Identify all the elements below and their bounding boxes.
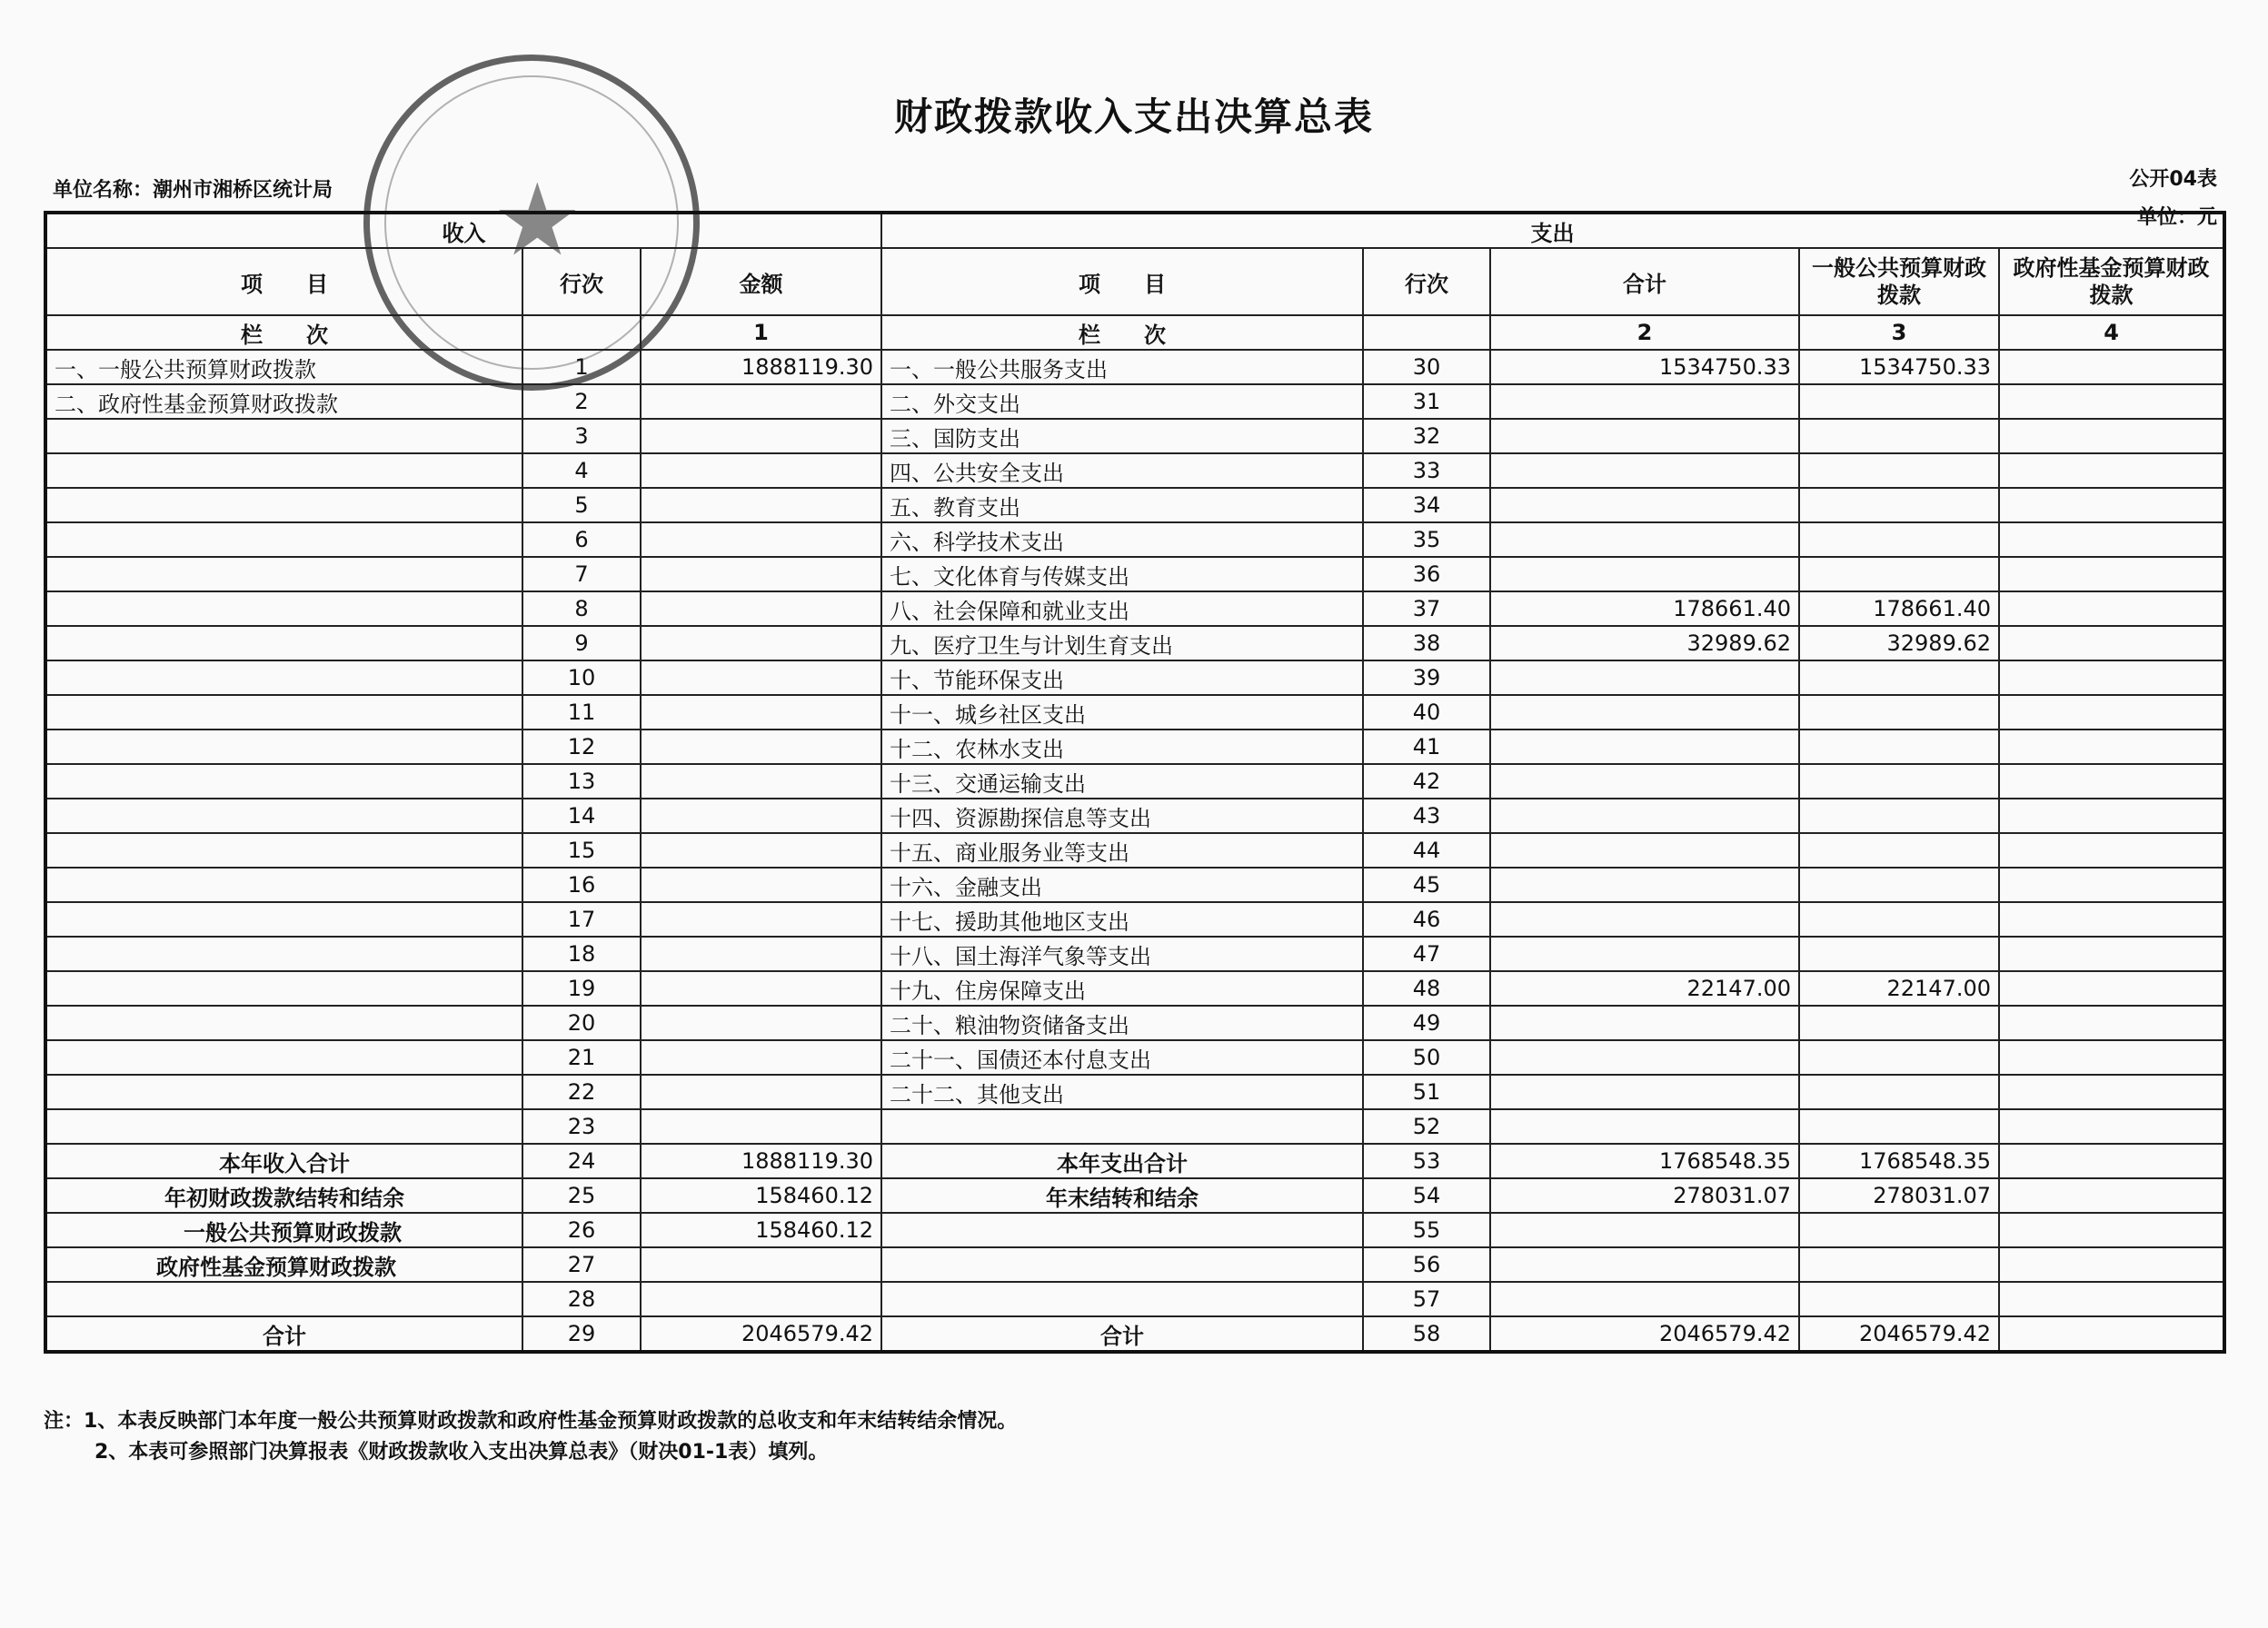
income-row-no: 3 (522, 419, 641, 453)
expense-total (1490, 799, 1799, 833)
col-3-label: 3 (1799, 315, 1999, 350)
general-budget-amount (1799, 1075, 1999, 1109)
gov-fund-amount (1999, 557, 2224, 591)
income-row-no: 13 (522, 764, 641, 799)
expense-item: 十一、城乡社区支出 (881, 695, 1363, 730)
income-row-no: 9 (522, 626, 641, 660)
income-amount (641, 1006, 881, 1040)
income-amount (641, 522, 881, 557)
expense-item: 本年支出合计 (881, 1144, 1363, 1178)
expense-row-no: 39 (1363, 660, 1490, 695)
income-item (45, 1006, 522, 1040)
general-budget-amount (1799, 1109, 1999, 1144)
income-row-no: 19 (522, 971, 641, 1006)
expense-item: 二十一、国债还本付息支出 (881, 1040, 1363, 1075)
table-row (45, 799, 2224, 833)
expense-total (1490, 557, 1799, 591)
table-row (45, 1040, 2224, 1075)
expense-total (1490, 1040, 1799, 1075)
income-item (45, 453, 522, 488)
income-header: 收入 (45, 213, 881, 248)
summary-row (45, 1178, 2224, 1213)
income-item (45, 1282, 522, 1316)
expense-item: 三、国防支出 (881, 419, 1363, 453)
gov-fund-amount (1999, 350, 2224, 384)
income-item (45, 868, 522, 902)
income-row-no: 8 (522, 591, 641, 626)
income-item (45, 557, 522, 591)
general-budget-amount (1799, 833, 1999, 868)
expense-row-no: 54 (1363, 1178, 1490, 1213)
income-row-no-header: 行次 (522, 248, 641, 315)
expense-total: 2046579.42 (1490, 1316, 1799, 1352)
table-row (45, 937, 2224, 971)
income-amount (641, 1282, 881, 1316)
expense-row-no: 46 (1363, 902, 1490, 937)
general-budget-amount (1799, 557, 1999, 591)
form-code: 公开04表 (2129, 168, 2217, 191)
expense-item: 十八、国土海洋气象等支出 (881, 937, 1363, 971)
expense-total (1490, 660, 1799, 695)
expense-row-no-header: 行次 (1363, 248, 1490, 315)
unit-name: 单位名称：潮州市湘桥区统计局 (53, 179, 333, 202)
expense-item: 二十、粮油物资储备支出 (881, 1006, 1363, 1040)
gov-fund-amount (1999, 1006, 2224, 1040)
income-amount (641, 626, 881, 660)
expense-item (881, 1247, 1363, 1282)
income-item: 一、一般公共预算财政拨款 (45, 350, 522, 384)
expense-row-no: 56 (1363, 1247, 1490, 1282)
income-item (45, 730, 522, 764)
expense-item: 十七、援助其他地区支出 (881, 902, 1363, 937)
expense-header: 支出 (881, 213, 2224, 248)
income-amount (641, 1040, 881, 1075)
expense-total: 1534750.33 (1490, 350, 1799, 384)
table-row (45, 902, 2224, 937)
income-row-no: 2 (522, 384, 641, 419)
general-budget-amount (1799, 695, 1999, 730)
expense-row-no: 38 (1363, 626, 1490, 660)
table-row (45, 591, 2224, 626)
income-amount: 158460.12 (641, 1178, 881, 1213)
income-item (45, 971, 522, 1006)
income-item (45, 488, 522, 522)
header-row-3 (45, 315, 2224, 350)
income-row-no: 4 (522, 453, 641, 488)
income-item (45, 591, 522, 626)
expense-item: 十六、金融支出 (881, 868, 1363, 902)
gov-fund-amount (1999, 419, 2224, 453)
general-budget-amount (1799, 1282, 1999, 1316)
income-amount (641, 695, 881, 730)
expense-row-no: 45 (1363, 868, 1490, 902)
gov-fund-amount (1999, 1075, 2224, 1109)
expense-item (881, 1213, 1363, 1247)
expense-item (881, 1109, 1363, 1144)
table-row (45, 971, 2224, 1006)
budget-table (44, 211, 2226, 1354)
gov-fund-amount (1999, 1213, 2224, 1247)
table-row (45, 1109, 2224, 1144)
income-amount (641, 902, 881, 937)
expense-total: 1768548.35 (1490, 1144, 1799, 1178)
expense-item: 四、公共安全支出 (881, 453, 1363, 488)
income-row-no: 25 (522, 1178, 641, 1213)
table-row (45, 730, 2224, 764)
gov-fund-amount (1999, 971, 2224, 1006)
expense-row-no: 57 (1363, 1282, 1490, 1316)
expense-item: 九、医疗卫生与计划生育支出 (881, 626, 1363, 660)
summary-row (45, 1213, 2224, 1247)
general-budget-amount (1799, 453, 1999, 488)
expense-total (1490, 453, 1799, 488)
income-amount (641, 971, 881, 1006)
income-amount (641, 557, 881, 591)
header-row-1 (45, 213, 2224, 248)
table-row (45, 557, 2224, 591)
expense-item: 十四、资源勘探信息等支出 (881, 799, 1363, 833)
gov-fund-amount (1999, 1040, 2224, 1075)
expense-item: 十三、交通运输支出 (881, 764, 1363, 799)
income-item (45, 626, 522, 660)
note-2: 2、本表可参照部门决算报表《财政拨款收入支出决算总表》（财决01-1表）填列。 (94, 1441, 829, 1464)
income-row-no: 18 (522, 937, 641, 971)
income-row-no: 7 (522, 557, 641, 591)
gov-fund-amount (1999, 384, 2224, 419)
expense-item: 十、节能环保支出 (881, 660, 1363, 695)
expense-item: 八、社会保障和就业支出 (881, 591, 1363, 626)
income-row-no-blank (522, 315, 641, 350)
gov-fund-amount (1999, 695, 2224, 730)
general-budget-amount (1799, 902, 1999, 937)
general-budget-amount: 178661.40 (1799, 591, 1999, 626)
income-amount (641, 868, 881, 902)
note-1: 注：1、本表反映部门本年度一般公共预算财政拨款和政府性基金预算财政拨款的总收支和年末结转结余情况。 (44, 1410, 1018, 1433)
income-row-no: 12 (522, 730, 641, 764)
income-row-no: 14 (522, 799, 641, 833)
income-item: 本年收入合计 (45, 1144, 522, 1178)
income-row-no: 27 (522, 1247, 641, 1282)
seal-star-icon: ★ (492, 162, 582, 278)
gov-fund-amount (1999, 591, 2224, 626)
summary-row (45, 1316, 2224, 1352)
table-row (45, 833, 2224, 868)
income-amount (641, 384, 881, 419)
general-budget-header: 一般公共预算财政拨款 (1799, 248, 1999, 315)
general-budget-amount (1799, 384, 1999, 419)
expense-item (881, 1282, 1363, 1316)
income-row-no: 21 (522, 1040, 641, 1075)
income-item: 二、政府性基金预算财政拨款 (45, 384, 522, 419)
expense-total (1490, 488, 1799, 522)
gov-fund-amount (1999, 626, 2224, 660)
expense-item: 二、外交支出 (881, 384, 1363, 419)
expense-total: 32989.62 (1490, 626, 1799, 660)
col-4-label: 4 (1999, 315, 2224, 350)
expense-total (1490, 764, 1799, 799)
general-budget-amount: 1534750.33 (1799, 350, 1999, 384)
income-item (45, 1075, 522, 1109)
expense-row-no: 40 (1363, 695, 1490, 730)
expense-row-no: 33 (1363, 453, 1490, 488)
income-item (45, 799, 522, 833)
expense-row-no: 58 (1363, 1316, 1490, 1352)
expense-total (1490, 1213, 1799, 1247)
gov-fund-amount (1999, 1109, 2224, 1144)
gov-fund-amount (1999, 660, 2224, 695)
income-amount: 1888119.30 (641, 1144, 881, 1178)
general-budget-amount (1799, 799, 1999, 833)
col-1-label: 1 (641, 315, 881, 350)
general-budget-amount: 1768548.35 (1799, 1144, 1999, 1178)
expense-row-no: 49 (1363, 1006, 1490, 1040)
expense-total (1490, 419, 1799, 453)
income-item (45, 1109, 522, 1144)
expense-row-no: 32 (1363, 419, 1490, 453)
gov-fund-amount (1999, 1144, 2224, 1178)
income-row-no: 23 (522, 1109, 641, 1144)
income-amount (641, 730, 881, 764)
income-amount (641, 419, 881, 453)
expense-item: 十九、住房保障支出 (881, 971, 1363, 1006)
general-budget-amount (1799, 488, 1999, 522)
income-item (45, 695, 522, 730)
income-amount (641, 591, 881, 626)
expense-total (1490, 1109, 1799, 1144)
expense-total (1490, 384, 1799, 419)
gov-fund-amount (1999, 730, 2224, 764)
table-row (45, 1075, 2224, 1109)
table-row (45, 522, 2224, 557)
income-item: 政府性基金预算财政拨款 (45, 1247, 522, 1282)
table-row (45, 350, 2224, 384)
expense-total (1490, 1075, 1799, 1109)
summary-row (45, 1247, 2224, 1282)
income-row-no: 22 (522, 1075, 641, 1109)
expense-total: 22147.00 (1490, 971, 1799, 1006)
expense-row-no: 53 (1363, 1144, 1490, 1178)
income-column-label: 栏 次 (45, 315, 522, 350)
gov-fund-amount (1999, 833, 2224, 868)
income-row-no: 20 (522, 1006, 641, 1040)
table-row (45, 868, 2224, 902)
table-row (45, 384, 2224, 419)
general-budget-amount (1799, 1040, 1999, 1075)
income-row-no: 11 (522, 695, 641, 730)
page-title: 财政拨款收入支出决算总表 (893, 94, 1374, 139)
expense-row-no: 34 (1363, 488, 1490, 522)
expense-item: 二十二、其他支出 (881, 1075, 1363, 1109)
expense-total-header: 合计 (1490, 248, 1799, 315)
expense-row-no: 52 (1363, 1109, 1490, 1144)
income-amount-header: 金额 (641, 248, 881, 315)
income-item (45, 902, 522, 937)
expense-row-no: 37 (1363, 591, 1490, 626)
expense-item: 六、科学技术支出 (881, 522, 1363, 557)
general-budget-amount (1799, 419, 1999, 453)
income-item (45, 937, 522, 971)
expense-total (1490, 868, 1799, 902)
general-budget-amount: 32989.62 (1799, 626, 1999, 660)
table-row (45, 626, 2224, 660)
expense-row-no: 55 (1363, 1213, 1490, 1247)
gov-fund-amount (1999, 868, 2224, 902)
income-row-no: 24 (522, 1144, 641, 1178)
table-row (45, 453, 2224, 488)
expense-total (1490, 695, 1799, 730)
income-amount (641, 764, 881, 799)
general-budget-amount (1799, 660, 1999, 695)
general-budget-amount: 278031.07 (1799, 1178, 1999, 1213)
gov-fund-amount (1999, 1178, 2224, 1213)
income-row-no: 6 (522, 522, 641, 557)
expense-row-no: 35 (1363, 522, 1490, 557)
income-row-no: 5 (522, 488, 641, 522)
expense-item: 七、文化体育与传媒支出 (881, 557, 1363, 591)
general-budget-amount (1799, 764, 1999, 799)
notes (44, 1406, 1017, 1468)
expense-total (1490, 833, 1799, 868)
table-row (45, 764, 2224, 799)
expense-row-no: 51 (1363, 1075, 1490, 1109)
expense-total: 278031.07 (1490, 1178, 1799, 1213)
income-amount (641, 453, 881, 488)
income-amount (641, 799, 881, 833)
general-budget-amount (1799, 522, 1999, 557)
income-amount (641, 660, 881, 695)
gov-fund-amount (1999, 902, 2224, 937)
summary-row (45, 1144, 2224, 1178)
income-item (45, 764, 522, 799)
gov-fund-header: 政府性基金预算财政拨款 (1999, 248, 2224, 315)
income-item-header: 项 目 (45, 248, 522, 315)
expense-column-label: 栏 次 (881, 315, 1363, 350)
expense-row-no: 47 (1363, 937, 1490, 971)
expense-total (1490, 937, 1799, 971)
expense-total (1490, 1282, 1799, 1316)
general-budget-amount (1799, 868, 1999, 902)
expense-row-no: 43 (1363, 799, 1490, 833)
income-amount: 2046579.42 (641, 1316, 881, 1352)
table-row (45, 1006, 2224, 1040)
table-row (45, 695, 2224, 730)
general-budget-amount (1799, 1213, 1999, 1247)
expense-total (1490, 902, 1799, 937)
expense-row-no: 42 (1363, 764, 1490, 799)
expense-row-no: 48 (1363, 971, 1490, 1006)
income-row-no: 28 (522, 1282, 641, 1316)
income-amount (641, 833, 881, 868)
expense-item: 十五、商业服务业等支出 (881, 833, 1363, 868)
general-budget-amount (1799, 730, 1999, 764)
general-budget-amount: 22147.00 (1799, 971, 1999, 1006)
income-amount (641, 1109, 881, 1144)
table-row (45, 660, 2224, 695)
income-item (45, 419, 522, 453)
expense-item: 一、一般公共服务支出 (881, 350, 1363, 384)
income-row-no: 26 (522, 1213, 641, 1247)
expense-row-no: 30 (1363, 350, 1490, 384)
income-amount: 158460.12 (641, 1213, 881, 1247)
general-budget-amount (1799, 937, 1999, 971)
expense-item: 五、教育支出 (881, 488, 1363, 522)
general-budget-amount: 2046579.42 (1799, 1316, 1999, 1352)
summary-row (45, 1282, 2224, 1316)
gov-fund-amount (1999, 1247, 2224, 1282)
expense-row-no-blank (1363, 315, 1490, 350)
col-2-label: 2 (1490, 315, 1799, 350)
expense-row-no: 50 (1363, 1040, 1490, 1075)
gov-fund-amount (1999, 522, 2224, 557)
income-item (45, 1040, 522, 1075)
income-amount (641, 937, 881, 971)
income-amount (641, 1075, 881, 1109)
income-row-no: 15 (522, 833, 641, 868)
expense-item: 年末结转和结余 (881, 1178, 1363, 1213)
income-row-no: 1 (522, 350, 641, 384)
table-row (45, 488, 2224, 522)
income-row-no: 10 (522, 660, 641, 695)
expense-row-no: 44 (1363, 833, 1490, 868)
income-item (45, 660, 522, 695)
expense-total (1490, 1006, 1799, 1040)
income-amount (641, 488, 881, 522)
gov-fund-amount (1999, 764, 2224, 799)
expense-item: 十二、农林水支出 (881, 730, 1363, 764)
expense-total (1490, 1247, 1799, 1282)
income-row-no: 17 (522, 902, 641, 937)
gov-fund-amount (1999, 453, 2224, 488)
header-row-2 (45, 248, 2224, 315)
gov-fund-amount (1999, 799, 2224, 833)
expense-row-no: 36 (1363, 557, 1490, 591)
general-budget-amount (1799, 1247, 1999, 1282)
currency-unit: 单位：元 (2136, 206, 2217, 229)
expense-total (1490, 522, 1799, 557)
expense-item: 合计 (881, 1316, 1363, 1352)
income-item: 合计 (45, 1316, 522, 1352)
gov-fund-amount (1999, 937, 2224, 971)
income-item: 年初财政拨款结转和结余 (45, 1178, 522, 1213)
expense-row-no: 31 (1363, 384, 1490, 419)
gov-fund-amount (1999, 1282, 2224, 1316)
income-row-no: 29 (522, 1316, 641, 1352)
gov-fund-amount (1999, 488, 2224, 522)
expense-item-header: 项 目 (881, 248, 1363, 315)
expense-row-no: 41 (1363, 730, 1490, 764)
income-amount: 1888119.30 (641, 350, 881, 384)
income-amount (641, 1247, 881, 1282)
expense-total (1490, 730, 1799, 764)
general-budget-amount (1799, 1006, 1999, 1040)
table-row (45, 419, 2224, 453)
income-item (45, 522, 522, 557)
expense-total: 178661.40 (1490, 591, 1799, 626)
income-row-no: 16 (522, 868, 641, 902)
income-item (45, 833, 522, 868)
gov-fund-amount (1999, 1316, 2224, 1352)
income-item: 一般公共预算财政拨款 (45, 1213, 522, 1247)
